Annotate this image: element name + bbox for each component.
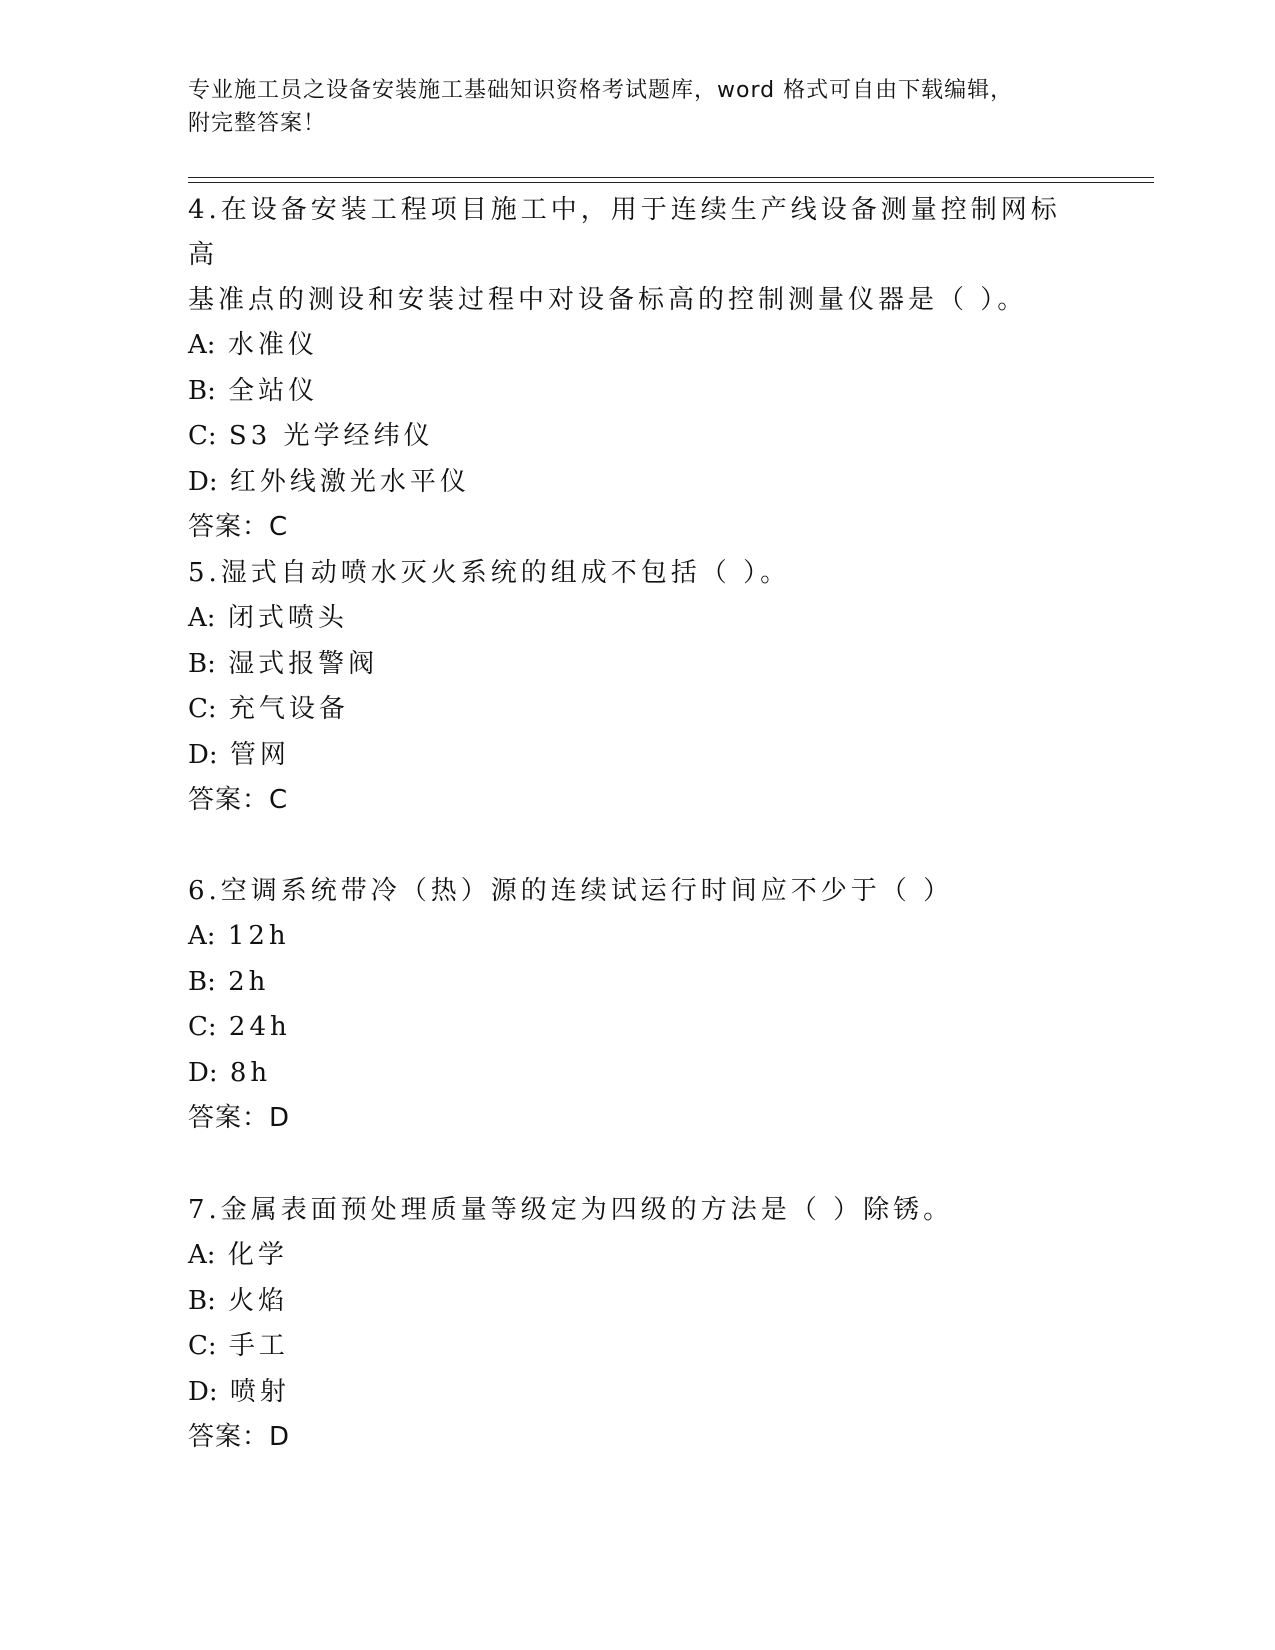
option-letter: B:	[188, 1285, 216, 1316]
option-text: 化学	[227, 1240, 288, 1270]
option-letter: A:	[188, 330, 216, 360]
option-a	[188, 914, 1088, 960]
option-letter: B:	[188, 648, 216, 679]
option-letter: A:	[188, 921, 216, 951]
option-text: 闭式喷头	[227, 603, 348, 633]
option-text: 全站仪	[228, 375, 319, 406]
option-letter: D:	[188, 1376, 218, 1407]
option-a	[188, 596, 1088, 642]
question-title: 6.空调系统带冷（热）源的连续试运行时间应不少于（ ）	[188, 876, 954, 906]
option-a	[188, 323, 1088, 369]
option-c	[188, 687, 1088, 733]
option-c	[188, 1005, 1088, 1051]
option-d	[188, 1370, 1088, 1416]
option-text: 火焰	[228, 1285, 289, 1316]
option-text: 喷射	[229, 1376, 290, 1407]
option-b	[188, 1279, 1088, 1325]
option-letter: C:	[188, 1331, 217, 1361]
question-6	[188, 869, 1088, 1142]
option-letter: B:	[188, 375, 216, 406]
question-5	[188, 551, 1088, 824]
option-text: 湿式报警阀	[228, 648, 379, 679]
document-header	[188, 74, 1068, 140]
option-letter: B:	[188, 966, 216, 997]
header-divider-top	[188, 177, 1154, 178]
option-c	[188, 414, 1088, 460]
question-4	[188, 188, 1088, 551]
answer-line: 答案：C	[188, 512, 289, 542]
question-title-line-1: 4.在设备安装工程项目施工中，用于连续生产线设备测量控制网标高	[188, 195, 1061, 270]
header-divider-bottom	[188, 182, 1154, 183]
option-letter: D:	[188, 466, 218, 497]
answer-line: 答案：D	[188, 1422, 291, 1452]
option-text: S3 光学经纬仪	[228, 421, 434, 451]
option-letter: C:	[188, 694, 217, 724]
header-line-2: 附完整答案！	[188, 111, 327, 136]
answer-line: 答案：C	[188, 785, 289, 815]
option-b	[188, 960, 1088, 1006]
option-text: 充气设备	[228, 694, 349, 724]
option-text: 红外线激光水平仪	[229, 466, 470, 497]
option-d	[188, 733, 1088, 779]
option-letter: A:	[188, 1240, 216, 1270]
question-title: 5.湿式自动喷水灭火系统的组成不包括（ ）。	[188, 558, 791, 588]
option-letter: C:	[188, 421, 217, 451]
option-text: 水准仪	[227, 330, 318, 360]
option-b	[188, 369, 1088, 415]
option-text: 12h	[227, 921, 290, 951]
answer-line: 答案：D	[188, 1103, 291, 1133]
question-7	[188, 1188, 1088, 1461]
option-letter: D:	[188, 1057, 218, 1088]
option-text: 24h	[228, 1012, 291, 1042]
option-a	[188, 1233, 1088, 1279]
option-text: 手工	[228, 1331, 289, 1361]
option-text: 8h	[229, 1057, 272, 1088]
option-d	[188, 460, 1088, 506]
option-d	[188, 1051, 1088, 1097]
header-line-1: 专业施工员之设备安装施工基础知识资格考试题库，word 格式可自由下载编辑，	[188, 78, 1014, 103]
option-b	[188, 642, 1088, 688]
option-letter: C:	[188, 1012, 217, 1042]
question-title-line-2: 基准点的测设和安装过程中对设备标高的控制测量仪器是（ ）。	[188, 285, 1028, 315]
option-letter: A:	[188, 603, 216, 633]
option-c	[188, 1324, 1088, 1370]
option-text: 管网	[229, 739, 290, 770]
question-title: 7.金属表面预处理质量等级定为四级的方法是（ ）除锈。	[188, 1195, 954, 1225]
option-text: 2h	[228, 966, 270, 997]
option-letter: D:	[188, 739, 218, 770]
